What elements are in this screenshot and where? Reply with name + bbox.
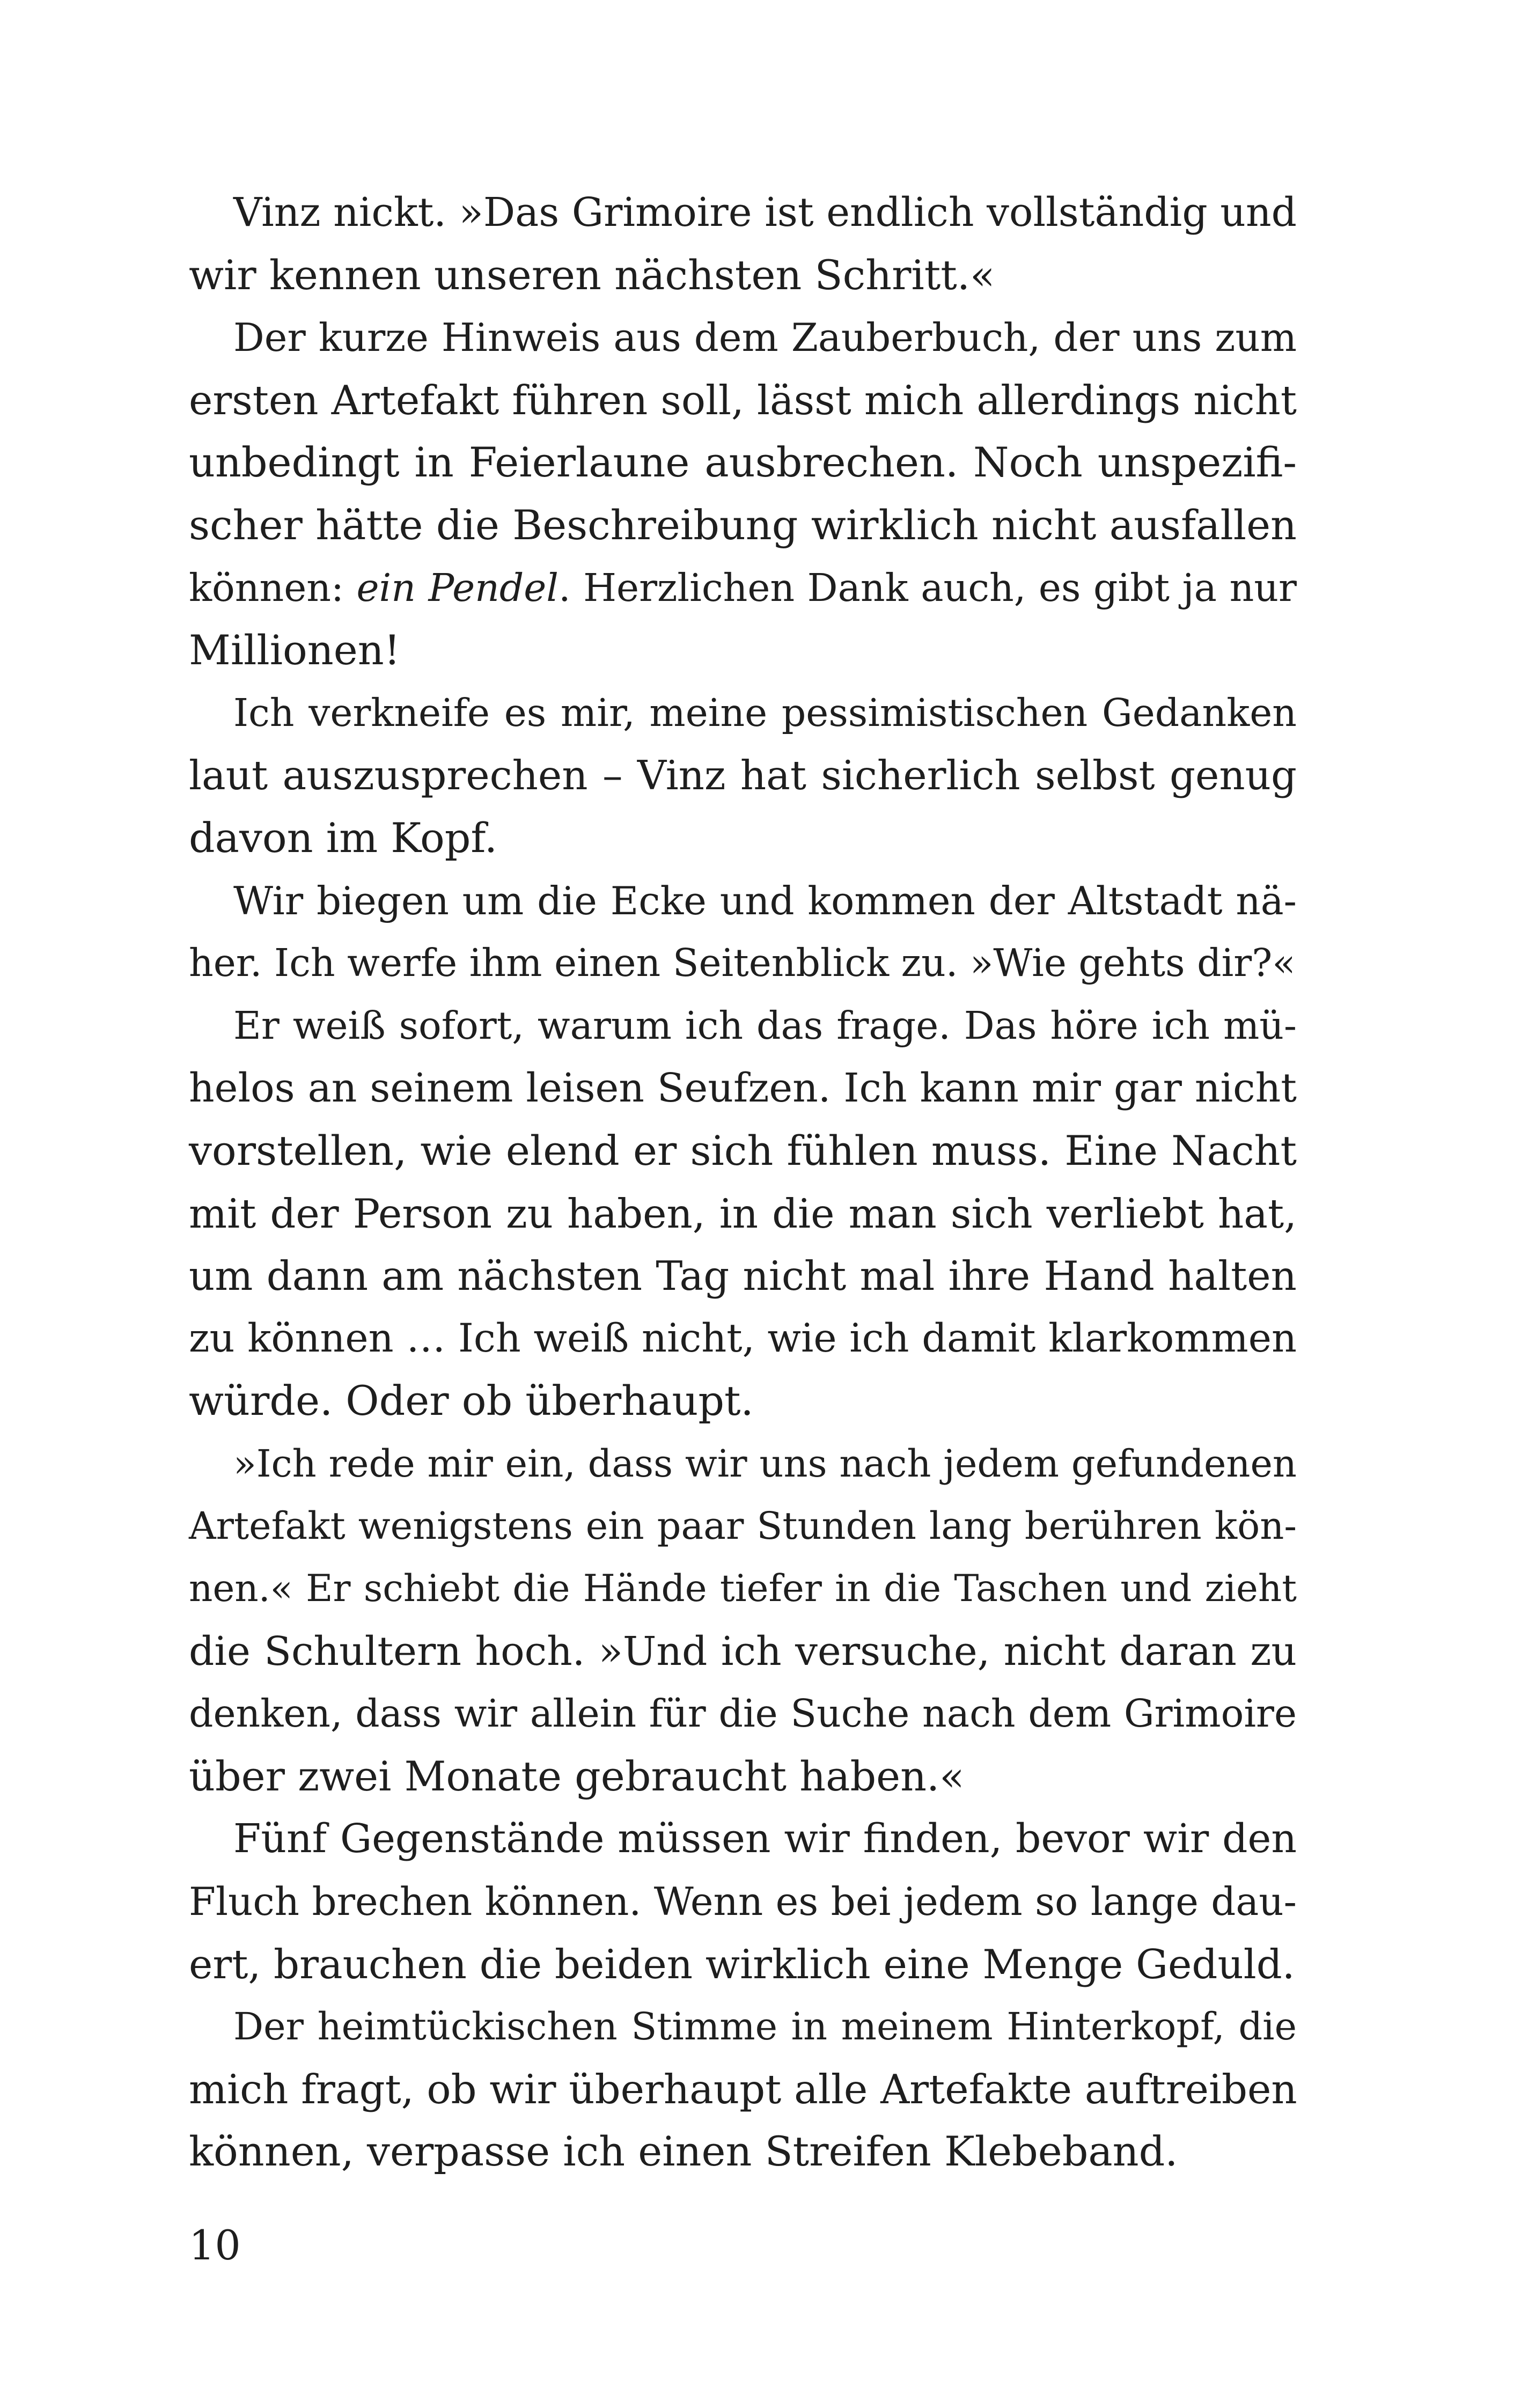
text-line <box>189 2120 1297 2183</box>
text-line <box>189 1933 1297 1996</box>
text-line <box>189 244 1297 307</box>
text-line-content: Fluch brechen können. Wenn es bei jedem so lange dau- <box>189 1879 1297 1925</box>
text-line-content: können, verpasse ich einen Streifen Klebeband. <box>189 2127 1178 2176</box>
text-line <box>189 619 1297 682</box>
text-line-content: mich fragt, ob wir überhaupt alle Artefakte auftreiben <box>189 2065 1297 2113</box>
text-line-content: ert, brauchen die beiden wirklich eine Menge Geduld. <box>189 1940 1295 1988</box>
text-line-content: würde. Oder ob überhaupt. <box>189 1377 754 1425</box>
text-line <box>189 870 1297 933</box>
text-line-content: vorstellen, wie elend er sich fühlen muss. Eine Nacht <box>189 1126 1297 1174</box>
text-line-content: Fünf Gegenstände müssen wir finden, bevor wir den <box>233 1816 1297 1862</box>
text-line <box>189 1808 1297 1870</box>
text-line-content: Der kurze Hinweis aus dem Zauberbuch, der uns zum <box>233 315 1297 361</box>
text-line-content: über zwei Monate gebraucht haben.« <box>189 1752 965 1800</box>
text-line <box>189 1683 1297 1745</box>
text-line-content: wir kennen unseren nächsten Schritt.« <box>189 251 995 299</box>
page-number: 10 <box>189 2221 241 2269</box>
text-line-content: mit der Person zu haben, in die man sich verliebt hat, <box>189 1190 1297 1237</box>
text-line <box>189 682 1297 745</box>
text-line <box>189 557 1297 620</box>
text-line <box>189 1870 1297 1933</box>
text-line-content: Millionen! <box>189 626 401 674</box>
text-line-content: können: <box>189 565 357 610</box>
text-line-content: »Ich rede mir ein, dass wir uns nach jedem gefundenen <box>233 1441 1297 1486</box>
text-line-content: laut auszusprechen – Vinz hat sicherlich selbst genug <box>189 752 1297 799</box>
text-line-content: scher hätte die Beschreibung wirklich nicht ausfallen <box>189 501 1297 549</box>
text-line-content: Artefakt wenigstens ein paar Stunden lang berühren kön- <box>189 1504 1297 1548</box>
text-line-content: unbedingt in Feierlaune ausbrechen. Noch unspezifi- <box>189 438 1297 487</box>
text-line-continuation: . Herzlichen Dank auch, es gibt ja nur <box>559 565 1297 610</box>
text-line <box>189 1620 1297 1683</box>
body-text <box>189 181 1297 2183</box>
text-line <box>189 1308 1297 1370</box>
text-line <box>189 1433 1297 1495</box>
text-line-content: Der heimtückischen Stimme in meinem Hinterkopf, die <box>233 2005 1297 2049</box>
text-line-content: Er weiß sofort, warum ich das frage. Das höre ich mü- <box>233 1003 1297 1048</box>
text-line <box>189 1057 1297 1120</box>
text-line <box>189 1558 1297 1620</box>
text-line <box>189 2058 1297 2121</box>
text-line <box>189 1995 1297 2058</box>
text-line <box>189 932 1297 995</box>
text-line <box>189 1120 1297 1183</box>
text-line-content: zu können … Ich weiß nicht, wie ich damit klarkommen <box>189 1315 1297 1361</box>
text-line <box>189 1495 1297 1558</box>
text-line-content: her. Ich werfe ihm einen Seitenblick zu. »Wie gehts dir?« <box>189 941 1296 986</box>
text-line-content: Vinz nickt. »Das Grimoire ist endlich vollständig und <box>233 189 1297 236</box>
text-line <box>189 807 1297 870</box>
text-line <box>189 181 1297 244</box>
text-line <box>189 369 1297 432</box>
text-line <box>189 431 1297 494</box>
text-line <box>189 1183 1297 1245</box>
text-line-content: ersten Artefakt führen soll, lässt mich allerdings nicht <box>189 376 1297 424</box>
text-line-content: davon im Kopf. <box>189 813 498 862</box>
text-line <box>189 494 1297 557</box>
text-line-content: helos an seinem leisen Seufzen. Ich kann mir gar nicht <box>189 1065 1297 1112</box>
text-line-content: Wir biegen um die Ecke und kommen der Altstadt nä- <box>233 878 1297 923</box>
italic-phrase: ein Pendel <box>356 565 559 610</box>
text-line <box>189 1370 1297 1433</box>
text-line <box>189 995 1297 1058</box>
text-line-content: nen.« Er schiebt die Hände tiefer in die Taschen und zieht <box>189 1567 1297 1611</box>
text-line-content: die Schultern hoch. »Und ich versuche, nicht daran zu <box>189 1628 1297 1675</box>
text-line-content: denken, dass wir allein für die Suche nach dem Grimoire <box>189 1691 1297 1736</box>
text-line <box>189 744 1297 807</box>
text-line <box>189 1245 1297 1308</box>
text-line-content: Ich verkneife es mir, meine pessimistischen Gedanken <box>233 690 1297 735</box>
text-line-content: um dann am nächsten Tag nicht mal ihre Hand halten <box>189 1252 1297 1300</box>
text-line <box>189 1745 1297 1808</box>
text-line <box>189 306 1297 369</box>
